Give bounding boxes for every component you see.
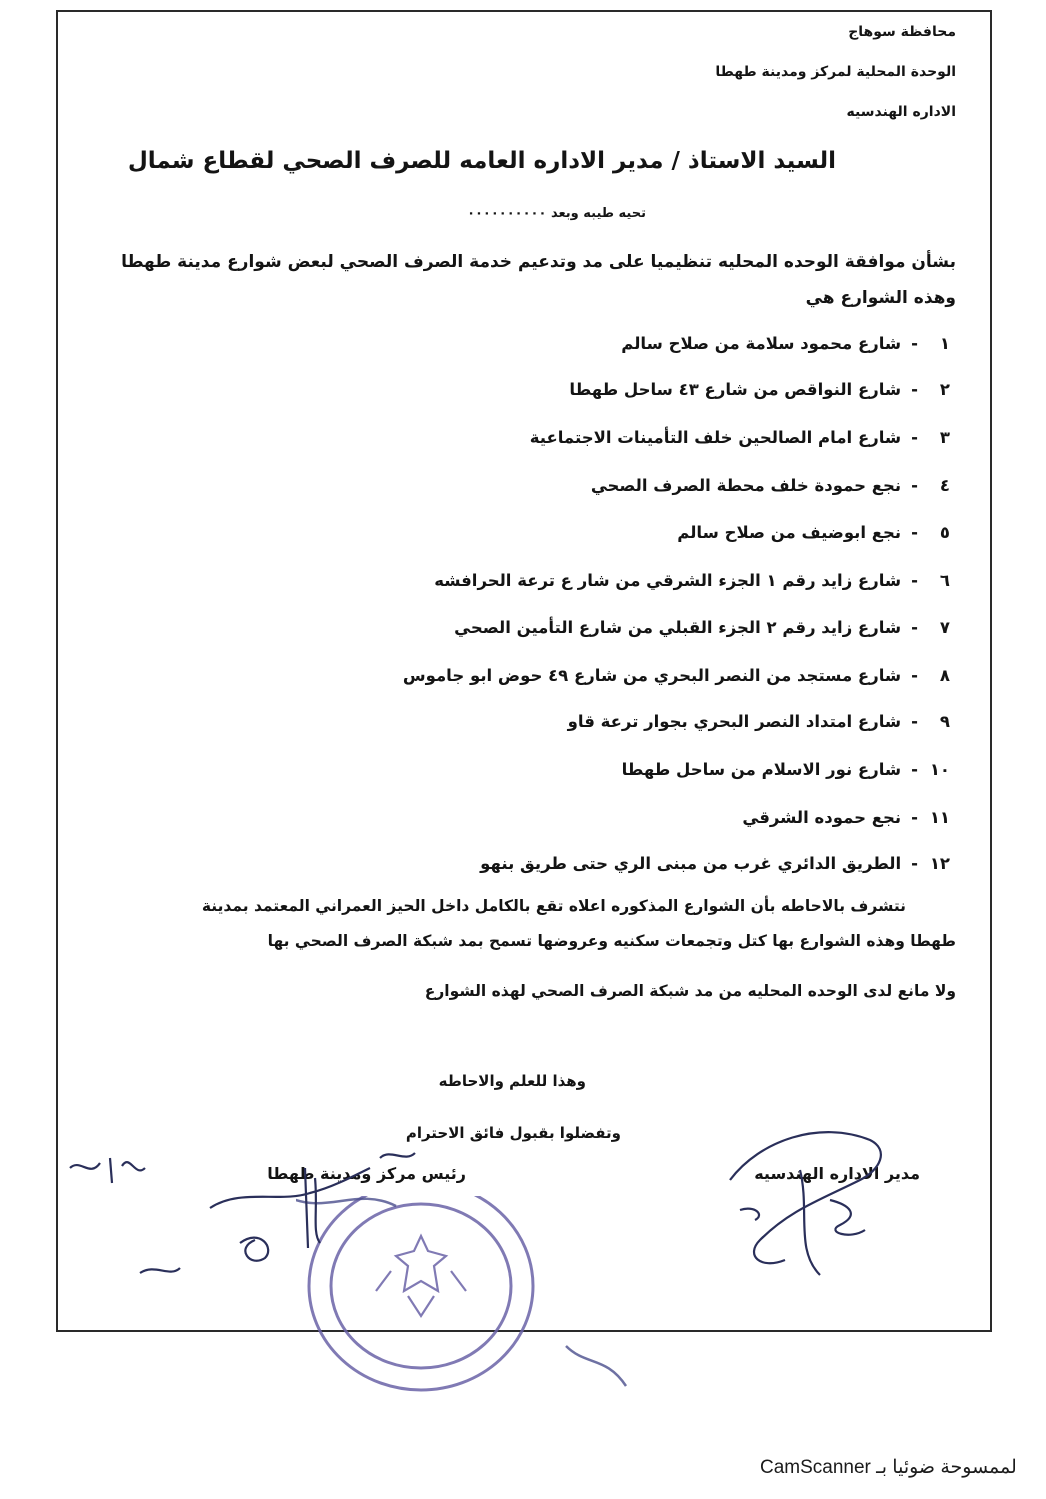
header-governorate: محافظة سوهاج xyxy=(848,24,956,40)
item-number: ٢ xyxy=(939,380,950,399)
closing-paragraph-line-1: نتشرف بالاحاطه بأن الشوارع المذكوره اعلاه تقع بالكامل داخل الحيز العمراني المعتمد بمدينة xyxy=(201,897,906,915)
street-list-item xyxy=(569,380,950,399)
street-list-item xyxy=(621,334,950,353)
street-list-item xyxy=(454,618,950,637)
item-number: ١٠ xyxy=(929,760,950,779)
street-list-item xyxy=(742,808,950,827)
item-text: الطريق الدائري غرب من مبنى الري حتى طريق بنهو xyxy=(480,854,902,873)
street-list-item xyxy=(530,428,950,447)
signature-title-city-head: رئيس مركز ومدينة طهطا xyxy=(267,1164,466,1183)
item-dash: - xyxy=(911,760,918,779)
item-text: شارع النواقص من شارع ٤٣ ساحل طهطا xyxy=(569,380,902,399)
item-number: ٤ xyxy=(939,476,950,495)
item-dash: - xyxy=(911,571,918,590)
item-number: ٦ xyxy=(939,571,950,590)
intro-paragraph-line-1: بشأن موافقة الوحده المحليه تنظيميا على مد وتدعيم خدمة الصرف الصحي لبعض شوارع مدينة طهطا xyxy=(121,252,956,272)
item-number: ١١ xyxy=(929,808,950,827)
street-list-item xyxy=(480,854,950,873)
item-dash: - xyxy=(911,618,918,637)
addressee-line: السيد الاستاذ / مدير الاداره العامه للصرف الصحي لقطاع شمال xyxy=(127,148,836,174)
street-list-item xyxy=(403,666,950,685)
street-list-item xyxy=(434,571,950,590)
header-department: الاداره الهندسيه xyxy=(846,104,956,120)
street-list-item xyxy=(591,476,950,495)
street-list-item xyxy=(568,712,950,731)
item-dash: - xyxy=(911,523,918,542)
item-text: شارع نور الاسلام من ساحل طهطا xyxy=(621,760,902,779)
item-number: ٣ xyxy=(939,428,950,447)
item-dash: - xyxy=(911,334,918,353)
item-text: شارع امام الصالحين خلف التأمينات الاجتماعية xyxy=(529,428,902,447)
closing-paragraph-line-3: ولا مانع لدى الوحده المحليه من مد شبكة الصرف الصحي لهذه الشوارع xyxy=(424,982,956,1000)
item-text: نجع حمودة خلف محطة الصرف الصحي xyxy=(590,476,902,495)
item-dash: - xyxy=(911,476,918,495)
sign-off-line-1: وهذا للعلم والاحاطه xyxy=(438,1072,586,1090)
item-number: ٩ xyxy=(939,712,950,731)
camscanner-footer: لممسوحة ضوئيا بـ CamScanner xyxy=(760,1457,1017,1478)
intro-paragraph-line-2: وهذه الشوارع هي xyxy=(805,288,956,308)
item-text: شارع مستجد من النصر البحري من شارع ٤٩ حوض ابو جاموس xyxy=(402,666,902,685)
signature-scribble-left xyxy=(60,1148,440,1298)
item-number: ٥ xyxy=(939,523,950,542)
item-number: ٨ xyxy=(939,666,950,685)
item-number: ١٢ xyxy=(929,854,950,873)
item-text: نجع حموده الشرقي xyxy=(742,808,902,827)
item-text: شارع امتداد النصر البحري بجوار ترعة قاو xyxy=(567,712,902,731)
greeting-line: تحيه طيبه وبعد ٠٠٠٠٠٠٠٠٠٠ xyxy=(467,206,646,221)
signature-scribble-right xyxy=(700,1110,930,1290)
item-text: شارع زايد رقم ٢ الجزء القبلي من شارع التأمين الصحي xyxy=(454,618,902,637)
item-dash: - xyxy=(911,428,918,447)
street-list-item xyxy=(622,760,950,779)
item-dash: - xyxy=(911,712,918,731)
item-dash: - xyxy=(911,666,918,685)
item-text: شارع محمود سلامة من صلاح سالم xyxy=(621,334,902,353)
item-number: ١ xyxy=(939,334,950,353)
sign-off-line-2: وتفضلوا بقبول فائق الاحترام xyxy=(405,1124,621,1142)
header-local-unit: الوحدة المحلية لمركز ومدينة طهطا xyxy=(715,64,956,80)
signature-title-engineering-director: مدير الاداره الهندسيه xyxy=(754,1164,920,1183)
item-text: شارع زايد رقم ١ الجزء الشرقي من شار ع ترعة الحرافشه xyxy=(434,571,902,590)
item-dash: - xyxy=(911,380,918,399)
street-list-item xyxy=(677,523,950,542)
closing-paragraph-line-2: طهطا وهذه الشوارع بها كتل وتجمعات سكنيه وعروضها تسمح بمد شبكة الصرف الصحي بها xyxy=(267,932,956,950)
item-dash: - xyxy=(911,808,918,827)
item-text: نجع ابوضيف من صلاح سالم xyxy=(677,523,902,542)
item-number: ٧ xyxy=(939,618,950,637)
item-dash: - xyxy=(911,854,918,873)
